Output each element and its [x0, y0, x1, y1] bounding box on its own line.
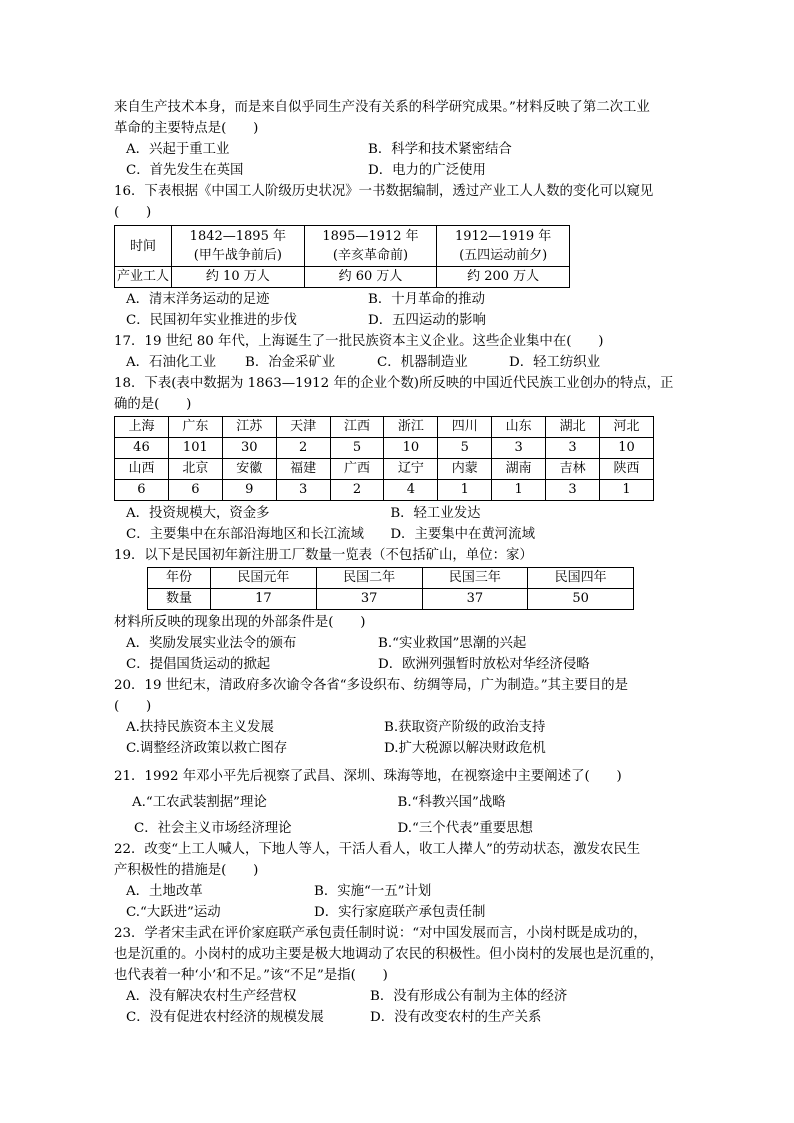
- q22-options-row-1: [114, 881, 684, 902]
- q16-stem-2: ( ): [114, 205, 152, 220]
- option-c: C．提倡国货运动的掀起: [126, 657, 271, 672]
- q22-options-row-2: [114, 902, 684, 923]
- table-cell: 2: [330, 480, 384, 501]
- table-cell: 50: [528, 589, 634, 610]
- table-cell: 北京: [168, 459, 222, 480]
- table-cell: 民国四年: [528, 568, 634, 589]
- table-cell: 上海: [115, 417, 169, 438]
- option-a: A．奖励发展实业法令的颁布: [126, 636, 297, 651]
- option-c: C．主要集中在东部沿海地区和长江流域: [126, 527, 364, 542]
- option-b: B.获取资产阶级的政治支持: [384, 720, 546, 735]
- intro-line-1: 来自生产技术本身，而是来自似乎同生产没有关系的科学研究成果。”材料反映了第二次工业: [114, 100, 650, 115]
- option-c: C．民国初年实业推进的步伐: [126, 313, 297, 328]
- q23-options-row-1: [114, 986, 684, 1007]
- option-c: C．首先发生在英国: [126, 163, 244, 178]
- option-a: A.“工农武装割据”理论: [132, 795, 267, 810]
- table-cell: 1: [600, 480, 654, 501]
- intro-options-row-1: [114, 139, 684, 160]
- option-a: A．石油化工业: [126, 355, 217, 370]
- table-cell: 安徽: [222, 459, 276, 480]
- table-cell: 四川: [438, 417, 492, 438]
- table-cell: 吉林: [546, 459, 600, 480]
- table-cell: 3: [546, 438, 600, 459]
- table-cell: 3: [492, 438, 546, 459]
- table-cell: 民国二年: [316, 568, 422, 589]
- table-cell: 30: [222, 438, 276, 459]
- period-event: (甲午战争前后): [193, 248, 282, 263]
- q21-stem: 21．1992 年邓小平先后视察了武昌、深圳、珠海等地，在视察途中主要阐述了( ): [114, 769, 622, 784]
- q16-table: [114, 225, 570, 288]
- table-cell: 1: [438, 480, 492, 501]
- option-b: B.“实业救国”思潮的兴起: [378, 636, 527, 651]
- q20-stem-1: 20．19 世纪末，清政府多次谕令各省“多设织布、纺绸等局，广为制造。”其主要目的是: [114, 678, 628, 693]
- q18-stem-2: 确的是( ): [114, 397, 192, 412]
- table-cell: 5: [330, 438, 384, 459]
- table-cell: 陕西: [600, 459, 654, 480]
- q18-row-names-2: [115, 459, 654, 480]
- option-a: A．投资规模大，资金多: [126, 506, 270, 521]
- option-d: D.“三个代表”重要思想: [397, 821, 533, 836]
- table-cell: 湖北: [546, 417, 600, 438]
- table-cell: 37: [422, 589, 528, 610]
- q18-stem-1: 18．下表(表中数据为 1863—1912 年的企业个数)所反映的中国近代民族工业创办的特点，正: [114, 376, 674, 391]
- table-cell: 湖南: [492, 459, 546, 480]
- q18-options-row-2: [114, 524, 684, 545]
- period-years: 1912—1919 年: [455, 229, 552, 244]
- q19-value-row: [148, 589, 634, 610]
- q18-table: [114, 416, 654, 501]
- option-a: A．土地改革: [126, 884, 203, 899]
- option-d: D．没有改变农村的生产关系: [370, 1010, 542, 1025]
- q20-options-row-2: [114, 738, 684, 759]
- q21-options-row-2: [114, 818, 684, 839]
- table-cell: 1: [492, 480, 546, 501]
- q22-stem-1: 22．改变“上工人喊人，下地人等人，干活人看人，收工人撵人”的劳动状态，激发农民生: [114, 842, 641, 857]
- q16-options-row-2: [114, 310, 684, 331]
- q20-options-row-1: [114, 717, 684, 738]
- option-d: D．五四运动的影响: [368, 313, 486, 328]
- table-cell: 3: [546, 480, 600, 501]
- option-b: B．科学和技术紧密结合: [368, 142, 512, 157]
- table-cell: 10: [384, 438, 438, 459]
- option-b: B．实施“一五”计划: [314, 884, 432, 899]
- exam-page: [114, 97, 684, 1028]
- q23-stem-3: 也代表着一种‘小’和不足。”该“不足”是指( ): [114, 968, 388, 983]
- table-cell: 9: [222, 480, 276, 501]
- option-a: A．没有解决农村生产经营权: [126, 989, 297, 1004]
- q17-stem: 17．19 世纪 80 年代，上海诞生了一批民族资本主义企业。这些企业集中在( ): [114, 334, 604, 349]
- table-cell: 3: [276, 480, 330, 501]
- option-a: A．兴起于重工业: [126, 142, 230, 157]
- q16-options-row-1: [114, 289, 684, 310]
- intro-options-row-2: [114, 160, 684, 181]
- q23-stem-1: 23．学者宋圭武在评价家庭联产承包责任制时说：“对中国发展而言，小岗村既是成功的，: [114, 926, 647, 941]
- table-cell: 民国元年: [211, 568, 317, 589]
- table-cell: 辽宁: [384, 459, 438, 480]
- q21-options-row-1: [114, 792, 684, 813]
- table-cell: 天津: [276, 417, 330, 438]
- table-cell: 4: [384, 480, 438, 501]
- table-cell: 2: [276, 438, 330, 459]
- option-c: C．没有促进农村经济的规模发展: [126, 1010, 324, 1025]
- table-cell: 福建: [276, 459, 330, 480]
- table-cell: 山西: [115, 459, 169, 480]
- table-cell: 5: [438, 438, 492, 459]
- option-c: C.调整经济政策以救亡图存: [126, 741, 288, 756]
- period-event: (五四运动前夕): [459, 248, 548, 263]
- q16-row-label: 产业工人: [115, 267, 172, 288]
- table-cell: 内蒙: [438, 459, 492, 480]
- q23-options-row-2: [114, 1007, 684, 1028]
- table-cell: 江苏: [222, 417, 276, 438]
- table-cell: 46: [115, 438, 169, 459]
- option-b: B.“科教兴国”战略: [397, 795, 506, 810]
- table-cell: 年份: [148, 568, 211, 589]
- option-c: C.“大跃进”运动: [126, 905, 221, 920]
- table-cell: 6: [168, 480, 222, 501]
- option-b: B．十月革命的推动: [368, 292, 485, 307]
- q19-table: [147, 567, 634, 610]
- table-cell: 广西: [330, 459, 384, 480]
- period-years: 1895—1912 年: [322, 229, 419, 244]
- option-b: B．冶金采矿业: [245, 355, 336, 370]
- table-cell: 17: [211, 589, 317, 610]
- option-d: D．欧洲列强暂时放松对华经济侵略: [378, 657, 590, 672]
- q22-stem-2: 产积极性的措施是( ): [114, 863, 259, 878]
- table-cell: 河北: [600, 417, 654, 438]
- option-b: B．没有形成公有制为主体的经济: [370, 989, 568, 1004]
- option-d: D．主要集中在黄河流域: [390, 527, 535, 542]
- option-a: A．清末洋务运动的足迹: [126, 292, 270, 307]
- q19-options-row-2: [114, 654, 684, 675]
- table-cell: 山东: [492, 417, 546, 438]
- table-cell: 101: [168, 438, 222, 459]
- option-c: C．社会主义市场经济理论: [134, 821, 292, 836]
- q16-value-1: 约 10 万人: [172, 267, 305, 288]
- q16-value-3: 约 200 万人: [437, 267, 570, 288]
- q23-stem-2: 也是沉重的。小岗村的成功主要是极大地调动了农民的积极性。但小岗村的发展也是沉重的，: [114, 947, 664, 962]
- q16-col-header: 时间: [115, 226, 172, 267]
- table-cell: 浙江: [384, 417, 438, 438]
- table-cell: 数量: [148, 589, 211, 610]
- table-cell: 民国三年: [422, 568, 528, 589]
- table-cell: 6: [115, 480, 169, 501]
- q19-header-row: [148, 568, 634, 589]
- period-event: (辛亥革命前): [332, 248, 409, 263]
- option-d: D．电力的广泛使用: [368, 163, 486, 178]
- q16-period-2: [304, 226, 437, 267]
- q18-row-values-2: [115, 480, 654, 501]
- option-a: A.扶持民族资本主义发展: [126, 720, 274, 735]
- q16-period-1: [172, 226, 305, 267]
- intro-line-2: 革命的主要特点是( ): [114, 121, 259, 136]
- table-cell: 广东: [168, 417, 222, 438]
- table-cell: 37: [316, 589, 422, 610]
- q19-options-row-1: [114, 633, 684, 654]
- table-cell: 10: [600, 438, 654, 459]
- table-cell: 江西: [330, 417, 384, 438]
- option-d: D.扩大税源以解决财政危机: [384, 741, 546, 756]
- option-d: D．实行家庭联产承包责任制: [314, 905, 486, 920]
- q16-stem-1: 16．下表根据《中国工人阶级历史状况》一书数据编制，透过产业工人人数的变化可以窥见: [114, 184, 654, 199]
- q18-row-names-1: [115, 417, 654, 438]
- option-d: D．轻工纺织业: [509, 355, 601, 370]
- q16-value-2: 约 60 万人: [304, 267, 437, 288]
- q19-stem: 19．以下是民国初年新注册工厂数量一览表（不包括矿山，单位：家）: [114, 548, 533, 563]
- q18-row-values-1: [115, 438, 654, 459]
- q18-options-row-1: [114, 503, 684, 524]
- q20-stem-2: ( ): [114, 699, 152, 714]
- q17-options: [114, 352, 684, 373]
- option-b: B．轻工业发达: [390, 506, 481, 521]
- q16-period-3: [437, 226, 570, 267]
- option-c: C．机器制造业: [377, 355, 468, 370]
- period-years: 1842—1895 年: [189, 229, 286, 244]
- q19-stem-2: 材料所反映的现象出现的外部条件是( ): [114, 615, 366, 630]
